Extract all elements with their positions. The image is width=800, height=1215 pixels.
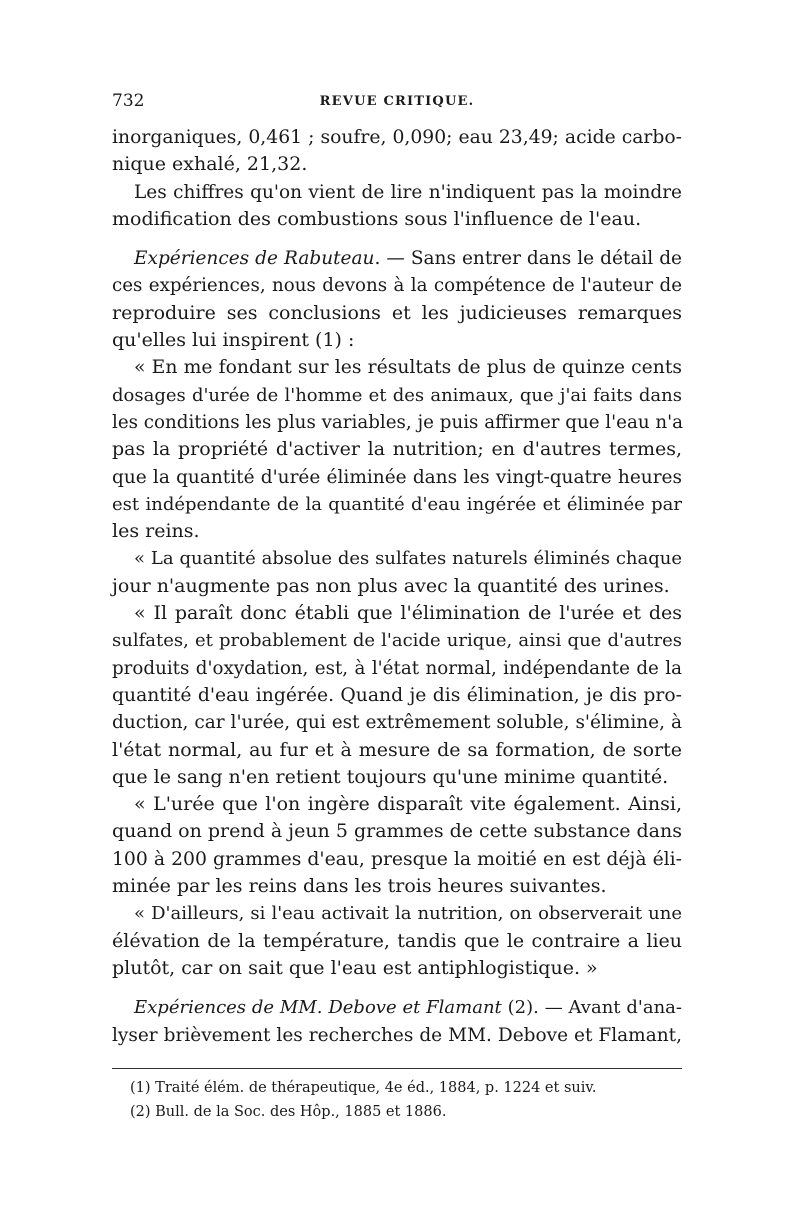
quote-line: « Il paraît donc établi que l'élimination de l'urée et des (134, 602, 682, 625)
quote-line: est indépendante de la quantité d'eau ingérée et éliminée par (112, 493, 682, 515)
text-line: inorganiques, 0,461 ; soufre, 0,090; eau 23,49; acide carbo- (112, 127, 682, 148)
footnote: (1) Traité élém. de thérapeutique, 4e éd., 1884, p. 1224 et suiv. (130, 1080, 597, 1096)
quote-line: « La quantité absolue des sulfates naturels éliminés chaque (134, 548, 682, 570)
body-text (112, 124, 682, 1049)
quote-line: sulfates, et probablement de l'acide urique, ainsi que d'autres (112, 630, 682, 652)
quote-line: que la quantité d'urée éliminée dans les vingt-quatre heures (112, 466, 682, 488)
quote-line: duction, car l'urée, qui est extrêmement soluble, s'élimine, à (112, 712, 682, 734)
quote-line: « L'urée que l'on ingère disparaît vite également. Ainsi, (134, 793, 682, 816)
running-title: REVUE CRITIQUE. (319, 94, 475, 109)
quote-line: « D'ailleurs, si l'eau activait la nutrition, on observerait une (134, 903, 682, 925)
quote-line: l'état normal, au fur et à mesure de sa formation, de sorte (112, 738, 682, 761)
footnote: (2) Bull. de la Soc. des Hôp., 1885 et 1886. (130, 1104, 447, 1120)
text-line: qu'elles lui inspirent (1) : (112, 329, 355, 352)
text-line: Les chiffres qu'on vient de lire n'indiquent pas la moindre (134, 181, 682, 203)
quote-line: plutôt, car on sait que l'eau est antiphlogistique. » (112, 956, 598, 979)
quote-line: pas la propriété d'activer la nutrition; en d'autres termes, (112, 438, 682, 461)
section-heading: Expériences de Rabuteau (134, 248, 375, 270)
footnotes (112, 1076, 682, 1124)
quote-line: minée par les reins dans les trois heures suivantes. (112, 875, 607, 898)
page-number: 732 (112, 91, 145, 111)
page-header (112, 91, 682, 117)
quote-line: « En me fondant sur les résultats de plus de quinze cents (134, 357, 682, 379)
footnote-rule (112, 1068, 682, 1069)
text-line: ces expériences, nous devons à la compétence de l'auteur de (112, 275, 682, 297)
section-heading: Expériences de MM. Debove et Flamant (134, 997, 502, 1019)
quote-line: que le sang n'en retient toujours qu'une minime quantité. (112, 765, 669, 788)
quote-line: quantité d'eau ingérée. Quand je dis élimination, je dis pro- (112, 684, 682, 706)
quote-line: jour n'augmente pas non plus avec la quantité des urines. (112, 574, 670, 597)
text-line: modification des combustions sous l'influence de l'eau. (112, 207, 642, 230)
quote-line: 100 à 200 grammes d'eau, presque la moitié en est déjà éli- (112, 848, 682, 870)
text-line: reproduire ses conclusions et les judicieuses remarques (112, 301, 682, 324)
text-line: nique exhalé, 21,32. (112, 153, 308, 176)
quote-line: les reins. (112, 520, 200, 543)
section-heading-line: Expériences de MM. Debove et Flamant (2). — Avant d'ana- (134, 997, 682, 1019)
quote-line: produits d'oxydation, est, à l'état normal, indépendante de la (112, 657, 682, 679)
quote-line: dosages d'urée de l'homme et des animaux, que j'ai faits dans (112, 384, 682, 406)
quote-line: élévation de la température, tandis que le contraire a lieu (112, 929, 682, 952)
text-line: lyser brièvement les recherches de MM. Debove et Flamant, (112, 1024, 682, 1046)
section-heading-line: Expériences de Rabuteau. — Sans entrer dans le détail de (134, 248, 682, 270)
quote-line: quand on prend à jeun 5 grammes de cette substance dans (112, 820, 682, 843)
quote-line: les conditions les plus variables, je puis affirmer que l'eau n'a (112, 411, 684, 433)
